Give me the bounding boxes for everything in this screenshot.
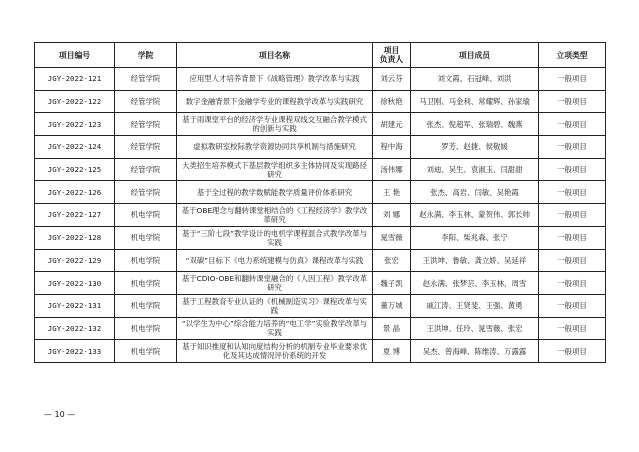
- cell-project-members: 戚江涛、王贤斐、王强、黄勇: [411, 294, 539, 317]
- cell-project-type: 一般项目: [539, 90, 606, 113]
- cell-project-leader: 魏子凯: [373, 272, 411, 295]
- cell-project-members: 刘文霞、石冠峰、刘洪: [411, 68, 539, 91]
- project-table: [34, 42, 606, 363]
- cell-project-leader: 刘 娜: [373, 204, 411, 227]
- cell-project-code: JGY-2022-129: [35, 249, 115, 272]
- table-row: [35, 294, 606, 317]
- header-project-leader: 项目 负责人: [373, 43, 411, 68]
- cell-project-name: 基于工程教育专业认证的《机械制造实习》课程改革与实践: [177, 294, 373, 317]
- cell-project-name: 大类招生培养模式下基层教学组织多主体协同及实现路径研究: [177, 158, 373, 181]
- cell-project-leader: 董万城: [373, 294, 411, 317]
- cell-college: 经管学院: [115, 136, 177, 159]
- cell-college: 机电学院: [115, 317, 177, 340]
- cell-project-name: 虚拟教研室校际教学资源协同共享机制与措施研究: [177, 136, 373, 159]
- table-row: [35, 204, 606, 227]
- cell-project-members: 马卫刚、马金利、常耀辉、孙家瑜: [411, 90, 539, 113]
- cell-project-name: 基于OBE理念与翻转课堂相结合的《工程经济学》教学改革研究: [177, 204, 373, 227]
- table-row: [35, 68, 606, 91]
- cell-college: 经管学院: [115, 90, 177, 113]
- cell-project-members: 李阳、柴兆森、张宁: [411, 226, 539, 249]
- table-row: [35, 113, 606, 136]
- cell-college: 机电学院: [115, 226, 177, 249]
- cell-project-type: 一般项目: [539, 272, 606, 295]
- cell-project-members: 张杰、倪超军、张瑞碧、魏燕: [411, 113, 539, 136]
- cell-project-leader: 汤伟娜: [373, 158, 411, 181]
- cell-project-type: 一般项目: [539, 294, 606, 317]
- table-row: [35, 249, 606, 272]
- table-row: [35, 136, 606, 159]
- cell-project-type: 一般项目: [539, 136, 606, 159]
- cell-college: 经管学院: [115, 68, 177, 91]
- cell-project-name: 数字金融背景下金融学专业的课程教学改革与实践研究: [177, 90, 373, 113]
- cell-project-code: JGY-2022-128: [35, 226, 115, 249]
- cell-college: 经管学院: [115, 113, 177, 136]
- cell-project-name: 基于知识推度和认知向度结构分析的机制专业毕业要求优化及其达成情况评价系统的开发: [177, 340, 373, 363]
- table-header-row: [35, 43, 606, 68]
- cell-project-type: 一般项目: [539, 68, 606, 91]
- cell-college: 机电学院: [115, 294, 177, 317]
- cell-project-type: 一般项目: [539, 113, 606, 136]
- cell-project-type: 一般项目: [539, 158, 606, 181]
- cell-project-code: JGY-2022-121: [35, 68, 115, 91]
- cell-college: 机电学院: [115, 340, 177, 363]
- cell-project-leader: 胡建元: [373, 113, 411, 136]
- cell-project-name: “双碳”目标下《电力系统建模与仿真》课程改革与实践: [177, 249, 373, 272]
- cell-project-members: 王洪坤、任玲、晁雪薇、张宏: [411, 317, 539, 340]
- cell-college: 机电学院: [115, 249, 177, 272]
- header-project-members: 项目成员: [411, 43, 539, 68]
- cell-project-code: JGY-2022-130: [35, 272, 115, 295]
- cell-project-type: 一般项目: [539, 204, 606, 227]
- cell-project-code: JGY-2022-124: [35, 136, 115, 159]
- cell-project-name: 基于CDIO-OBE和翻转课堂融合的《人因工程》教学改革研究: [177, 272, 373, 295]
- cell-project-type: 一般项目: [539, 249, 606, 272]
- table-row: [35, 90, 606, 113]
- cell-project-members: 罗芳、赵捷、侯敬媛: [411, 136, 539, 159]
- page-number: — 10 —: [44, 410, 76, 419]
- cell-project-members: 赵永满、李玉林、蒙贺伟、郭长帅: [411, 204, 539, 227]
- cell-project-members: 赵永满、张梦芸、李玉林、周雪: [411, 272, 539, 295]
- cell-project-type: 一般项目: [539, 181, 606, 204]
- cell-project-code: JGY-2022-127: [35, 204, 115, 227]
- cell-project-leader: 刘云芬: [373, 68, 411, 91]
- cell-project-code: JGY-2022-132: [35, 317, 115, 340]
- cell-project-name: 基于全过程的教学数赋能教学质量评价体系研究: [177, 181, 373, 204]
- cell-project-members: 刘迪、吴生、袁淑玉、闫甜甜: [411, 158, 539, 181]
- cell-project-leader: 夏 博: [373, 340, 411, 363]
- cell-project-name: 基于“三阶七段”教学设计的电机学课程混合式教学改革与实践: [177, 226, 373, 249]
- cell-project-leader: 景 晶: [373, 317, 411, 340]
- table-row: [35, 226, 606, 249]
- table-row: [35, 340, 606, 363]
- header-college: 学院: [115, 43, 177, 68]
- cell-college: 经管学院: [115, 181, 177, 204]
- header-project-name: 项目名称: [177, 43, 373, 68]
- cell-project-type: 一般项目: [539, 317, 606, 340]
- table-row: [35, 272, 606, 295]
- cell-project-code: JGY-2022-133: [35, 340, 115, 363]
- cell-project-code: JGY-2022-122: [35, 90, 115, 113]
- cell-project-code: JGY-2022-126: [35, 181, 115, 204]
- cell-college: 机电学院: [115, 272, 177, 295]
- cell-project-code: JGY-2022-125: [35, 158, 115, 181]
- cell-college: 机电学院: [115, 204, 177, 227]
- cell-project-type: 一般项目: [539, 340, 606, 363]
- cell-project-members: 吴杰、曾海峰、陈维涛、万露露: [411, 340, 539, 363]
- cell-project-name: 基于雨课堂平台的经济学专业课程双线交互融合教学模式的创新与实践: [177, 113, 373, 136]
- cell-project-leader: 张宏: [373, 249, 411, 272]
- cell-project-code: JGY-2022-123: [35, 113, 115, 136]
- cell-project-name: 应用型人才培养背景下《战略管理》教学改革与实践: [177, 68, 373, 91]
- cell-project-members: 张杰、高岩、闫敏、吴艳霞: [411, 181, 539, 204]
- cell-project-type: 一般项目: [539, 226, 606, 249]
- cell-project-members: 王洪坤、鲁敏、龚立娇、吴延祥: [411, 249, 539, 272]
- cell-project-leader: 程中海: [373, 136, 411, 159]
- header-project-code: 项目编号: [35, 43, 115, 68]
- table-row: [35, 317, 606, 340]
- cell-project-leader: 王 艳: [373, 181, 411, 204]
- cell-project-code: JGY-2022-131: [35, 294, 115, 317]
- table-row: [35, 158, 606, 181]
- cell-college: 经管学院: [115, 158, 177, 181]
- cell-project-name: “以学生为中心”综合能力培养的“电工学”实验教学改革与实践: [177, 317, 373, 340]
- header-project-type: 立项类型: [539, 43, 606, 68]
- cell-project-leader: 徐秋艳: [373, 90, 411, 113]
- cell-project-leader: 晁雪薇: [373, 226, 411, 249]
- table-row: [35, 181, 606, 204]
